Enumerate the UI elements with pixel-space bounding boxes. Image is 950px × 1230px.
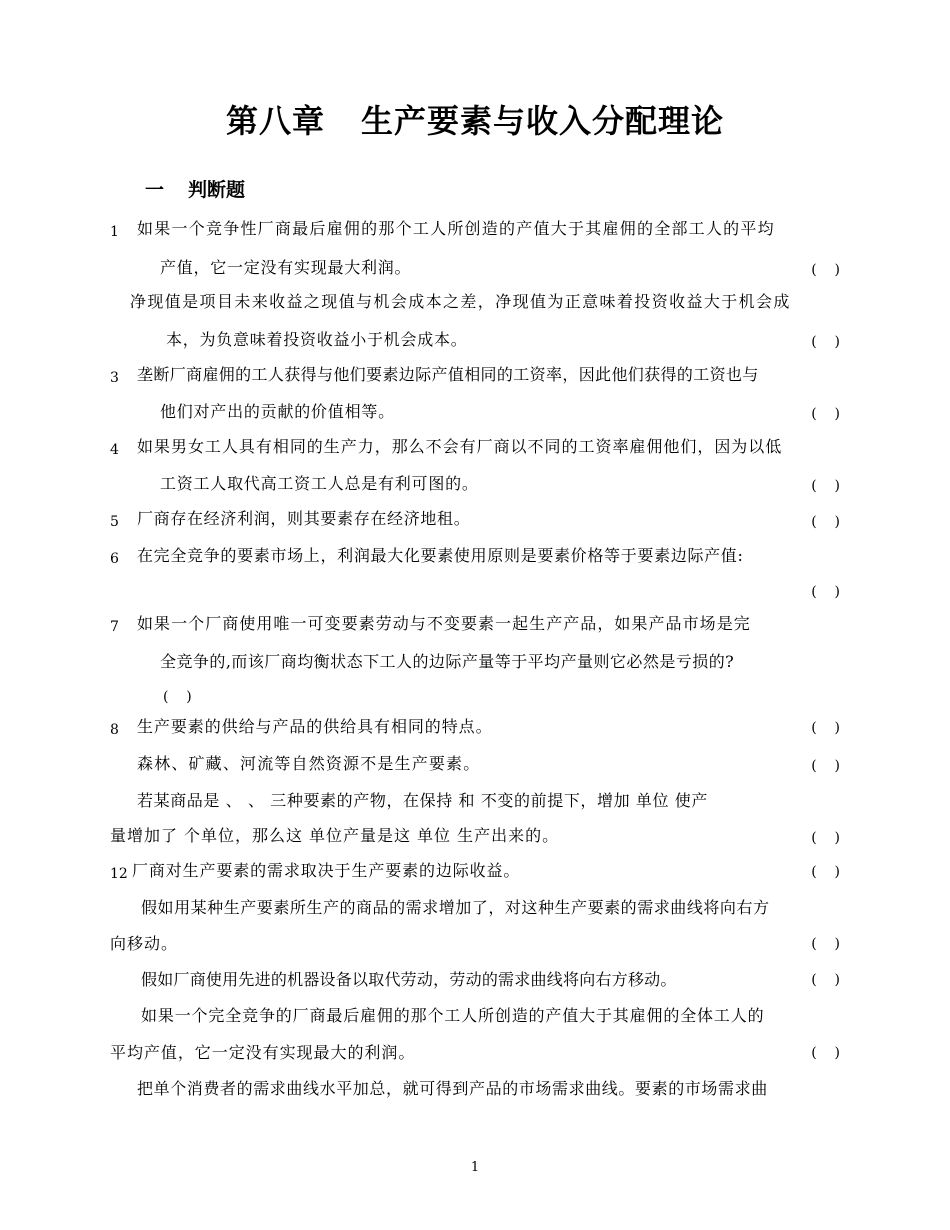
question-text-line: 平均产值，它一定没有实现最大的利润。 — [110, 1043, 416, 1062]
question-text-line: 在完全竞争的要素市场上，利润最大化要素使用原则是要素价格等于要素边际产值: — [137, 546, 744, 565]
question-text-line: 厂商对生产要素的需求取决于生产要素的边际收益。 — [132, 861, 521, 880]
chapter-number: 第八章 — [225, 102, 325, 140]
answer-blank: ( ) — [811, 478, 840, 494]
question-text-line: 生产要素的供给与产品的供给具有相同的特点。 — [137, 717, 493, 736]
question-text-line: 如果一个完全竞争的厂商最后雇佣的那个工人所创造的产值大于其雇佣的全体工人的 — [141, 1006, 765, 1025]
question-number: 6 — [110, 551, 119, 567]
answer-blank: ( ) — [811, 830, 840, 846]
question-text-line: 把单个消费者的需求曲线水平加总，就可得到产品的市场需求曲线。要素的市场需求曲 — [137, 1079, 768, 1098]
answer-blank: ( ) — [163, 689, 192, 705]
question-text-line: 他们对产出的贡献的价值相等。 — [160, 402, 395, 421]
section-name: 判断题 — [188, 179, 246, 201]
question-number: 3 — [110, 370, 119, 386]
chapter-title — [0, 96, 950, 142]
question-text-line: 全竞争的,而该厂商均衡状态下工人的边际产量等于平均产量则它必然是亏损的? — [160, 652, 735, 671]
question-text-line: 若某商品是 、 、 三种要素的产物，在保持 和 不变的前提下，增加 单位 使产 — [137, 791, 709, 810]
section-heading — [145, 175, 245, 202]
question-number: 12 — [110, 866, 128, 882]
question-text-line: 工资工人取代高工资工人总是有利可图的。 — [160, 474, 479, 493]
page-number: 1 — [470, 1160, 480, 1175]
answer-blank: ( ) — [811, 1045, 840, 1061]
question-text-line: 厂商存在经济利润，则其要素存在经济地租。 — [137, 509, 471, 528]
question-text-line: 量增加了 个单位，那么这 单位产量是这 单位 生产出来的。 — [110, 826, 560, 845]
question-text-line: 垄断厂商雇佣的工人获得与他们要素边际产值相同的工资率，因此他们获得的工资也与 — [137, 365, 759, 384]
answer-blank: ( ) — [811, 514, 840, 530]
question-number: 5 — [110, 514, 119, 530]
question-text-line: 如果一个厂商使用唯一可变要素劳动与不变要素一起生产产品，如果产品市场是完 — [137, 614, 751, 633]
chapter-name: 生产要素与收入分配理论 — [361, 102, 725, 140]
question-text-line: 森林、矿藏、河流等自然资源不是生产要素。 — [137, 754, 481, 773]
question-text-line: 本，为负意味着投资收益小于机会成本。 — [166, 330, 468, 349]
question-number: 7 — [110, 619, 119, 635]
answer-blank: ( ) — [811, 334, 840, 350]
answer-blank: ( ) — [811, 406, 840, 422]
question-text-line: 净现值是项目未来收益之现值与机会成本之差，净现值为正意味着投资收益大于机会成 — [130, 292, 791, 311]
section-number: 一 — [145, 179, 165, 201]
answer-blank: ( ) — [811, 262, 840, 278]
question-text-line: 如果一个竞争性厂商最后雇佣的那个工人所创造的产值大于其雇佣的全部工人的平均 — [137, 219, 775, 238]
answer-blank: ( ) — [811, 758, 840, 774]
answer-blank: ( ) — [811, 584, 840, 600]
question-number: 1 — [110, 224, 119, 240]
question-text-line: 向移动。 — [110, 934, 179, 953]
question-text-line: 产值，它一定没有实现最大利润。 — [160, 258, 412, 277]
answer-blank: ( ) — [811, 720, 840, 736]
question-number: 4 — [110, 442, 119, 458]
question-text-line: 假如用某种生产要素所生产的商品的需求增加了，对这种生产要素的需求曲线将向右方 — [141, 898, 770, 917]
question-text-line: 假如厂商使用先进的机器设备以取代劳动，劳动的需求曲线将向右方移动。 — [141, 970, 677, 989]
question-number: 8 — [110, 722, 119, 738]
answer-blank: ( ) — [811, 864, 840, 880]
question-text-line: 如果男女工人具有相同的生产力，那么不会有厂商以不同的工资率雇佣他们，因为以低 — [137, 437, 783, 456]
answer-blank: ( ) — [811, 936, 840, 952]
answer-blank: ( ) — [811, 972, 840, 988]
